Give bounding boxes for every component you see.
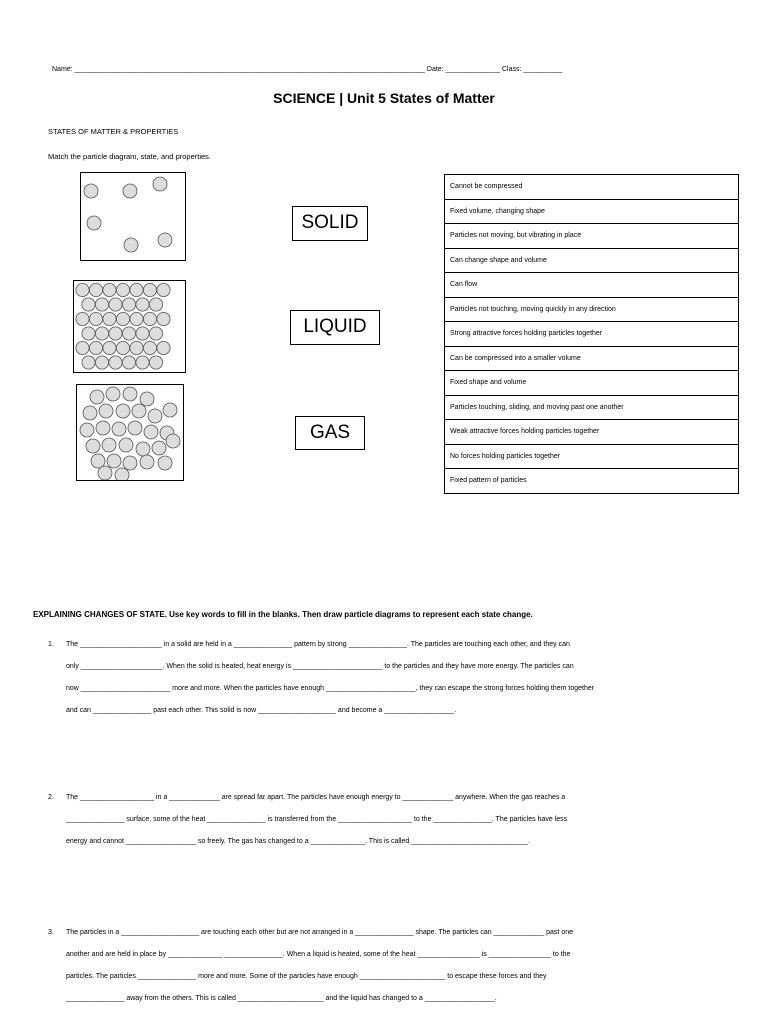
- header-name-date-class: Name: __________________________________________________________________________________________ Date: ______________ Class: __________: [52, 66, 563, 73]
- particle: [106, 387, 120, 401]
- particle: [112, 422, 126, 436]
- table-row: [445, 420, 739, 445]
- particles-sparse-icon: [81, 173, 185, 260]
- table-row: [445, 371, 739, 396]
- question-line: only _____________________. When the solid is heated, heat energy is _______________________ to the particles and they have more energy. The particles can: [66, 663, 574, 670]
- particle: [76, 283, 89, 296]
- question-line: _______________ away from the others. This is called ______________________ and the liquid has changed to a __________________.: [66, 995, 497, 1002]
- particle: [140, 455, 154, 469]
- particle: [95, 356, 108, 369]
- particle: [82, 298, 95, 311]
- question-line: and can _______________ past each other. This solid is now ____________________ and become a __________________.: [66, 707, 457, 714]
- property-cell: Strong attractive forces holding particles together: [445, 322, 739, 347]
- particle: [136, 356, 149, 369]
- property-cell: Fixed shape and volume: [445, 371, 739, 396]
- property-cell: Fixed volume, changing shape: [445, 199, 739, 224]
- particle: [140, 392, 154, 406]
- particle: [149, 298, 162, 311]
- question-number: 2.: [48, 794, 54, 801]
- particle: [119, 438, 133, 452]
- particle: [109, 356, 122, 369]
- property-cell: Fixed pattern of particles: [445, 469, 739, 494]
- particle: [149, 327, 162, 340]
- question-line: another and are held in place by ______________ _______________. When a liquid is heated, some of the heat ________________ is ________________ to the: [66, 951, 571, 958]
- particle: [89, 283, 102, 296]
- particle: [103, 312, 116, 325]
- question-number: 1.: [48, 641, 54, 648]
- particle: [102, 438, 116, 452]
- table-row: [445, 199, 739, 224]
- particle: [116, 404, 130, 418]
- question-line: The _____________________ in a solid are held in a _______________ pattern by strong _______________. The particles are touching each other, and they can: [66, 641, 570, 648]
- state-label-liquid: LIQUID: [290, 310, 380, 345]
- question-1: [48, 634, 738, 722]
- particle-diagram-sparse: [80, 172, 186, 261]
- particle: [166, 434, 180, 448]
- particle: [98, 466, 112, 480]
- particle: [89, 341, 102, 354]
- particle: [158, 456, 172, 470]
- changes-of-state-heading: EXPLAINING CHANGES OF STATE. Use key words to fill in the blanks. Then draw particle diagrams to represent each state change.: [33, 610, 533, 619]
- properties-table: [444, 174, 739, 494]
- particles-regular-icon: [74, 281, 185, 372]
- particle: [143, 283, 156, 296]
- question-line: particles. The particles _______________ more and more. Some of the particles have enough ______________________ to escape these forces and they: [66, 973, 547, 980]
- table-row: [445, 297, 739, 322]
- question-line: The ___________________ in a _____________ are spread far apart. The particles have enough energy to _____________ anywhere. When the gas reaches a: [66, 794, 566, 801]
- particle: [91, 454, 105, 468]
- particle: [122, 327, 135, 340]
- particle: [90, 390, 104, 404]
- question-line: energy and cannot __________________ so freely. The gas has changed to a ______________. This is called ______________________________.: [66, 838, 530, 845]
- state-label-gas: GAS: [295, 416, 365, 450]
- table-row: [445, 469, 739, 494]
- particle: [123, 456, 137, 470]
- particle: [157, 341, 170, 354]
- particle: [122, 298, 135, 311]
- particle: [157, 283, 170, 296]
- particle: [80, 423, 94, 437]
- particle: [123, 387, 137, 401]
- particle: [130, 312, 143, 325]
- property-cell: Weak attractive forces holding particles together: [445, 420, 739, 445]
- particle: [76, 341, 89, 354]
- table-row: [445, 224, 739, 249]
- particle: [163, 403, 177, 417]
- question-line: The particles in a ____________________ are touching each other but are not arranged in a _______________ shape. The particles can _____________ past one: [66, 929, 573, 936]
- property-cell: Particles not touching, moving quickly in any direction: [445, 297, 739, 322]
- particle: [89, 312, 102, 325]
- property-cell: Can change shape and volume: [445, 248, 739, 273]
- property-cell: Can be compressed into a smaller volume: [445, 346, 739, 371]
- particle: [116, 312, 129, 325]
- state-label-solid: SOLID: [292, 206, 368, 241]
- question-2: [48, 787, 738, 853]
- particle: [116, 341, 129, 354]
- page-title: SCIENCE | Unit 5 States of Matter: [273, 90, 495, 106]
- particle: [99, 404, 113, 418]
- particle: [143, 312, 156, 325]
- particle: [82, 356, 95, 369]
- question-line: now _______________________ more and more. When the particles have enough _______________________, they can escape the strong forces holding them together: [66, 685, 595, 692]
- property-cell: Cannot be compressed: [445, 175, 739, 200]
- particle: [86, 439, 100, 453]
- particle: [130, 341, 143, 354]
- particle: [132, 404, 146, 418]
- particle: [149, 356, 162, 369]
- particle: [116, 283, 129, 296]
- table-row: [445, 346, 739, 371]
- particle: [95, 298, 108, 311]
- particle: [109, 327, 122, 340]
- table-row: [445, 175, 739, 200]
- particles-random-icon: [77, 385, 183, 480]
- particle: [83, 406, 97, 420]
- particle-diagram-regular: [73, 280, 186, 373]
- particle: [103, 341, 116, 354]
- section-subheading: STATES OF MATTER & PROPERTIES: [48, 127, 179, 136]
- particle: [128, 421, 142, 435]
- particle: [109, 298, 122, 311]
- property-cell: Particles not moving, but vibrating in place: [445, 224, 739, 249]
- particle-diagram-random-packed: [76, 384, 184, 481]
- question-line: _______________ surface, some of the heat _______________ is transferred from the ___________________ to the _______________. The particles have less: [66, 816, 568, 823]
- particle: [95, 327, 108, 340]
- particle: [148, 409, 162, 423]
- particle: [144, 425, 158, 439]
- property-cell: Particles touching, sliding, and moving past one another: [445, 395, 739, 420]
- table-row: [445, 395, 739, 420]
- particle: [136, 298, 149, 311]
- match-instruction: Match the particle diagram, state, and properties.: [48, 152, 212, 161]
- particle: [103, 283, 116, 296]
- table-row: [445, 322, 739, 347]
- table-row: [445, 273, 739, 298]
- particle: [143, 341, 156, 354]
- question-number: 3.: [48, 929, 54, 936]
- particle: [136, 327, 149, 340]
- particle: [130, 283, 143, 296]
- particle: [107, 454, 121, 468]
- particle: [152, 441, 166, 455]
- particle: [115, 468, 129, 480]
- table-row: [445, 248, 739, 273]
- particle: [96, 421, 110, 435]
- particle: [136, 442, 150, 456]
- particle: [157, 312, 170, 325]
- property-cell: Can flow: [445, 273, 739, 298]
- table-row: [445, 444, 739, 469]
- particle: [76, 312, 89, 325]
- question-3: [48, 922, 738, 1010]
- particle: [122, 356, 135, 369]
- property-cell: No forces holding particles together: [445, 444, 739, 469]
- particle: [82, 327, 95, 340]
